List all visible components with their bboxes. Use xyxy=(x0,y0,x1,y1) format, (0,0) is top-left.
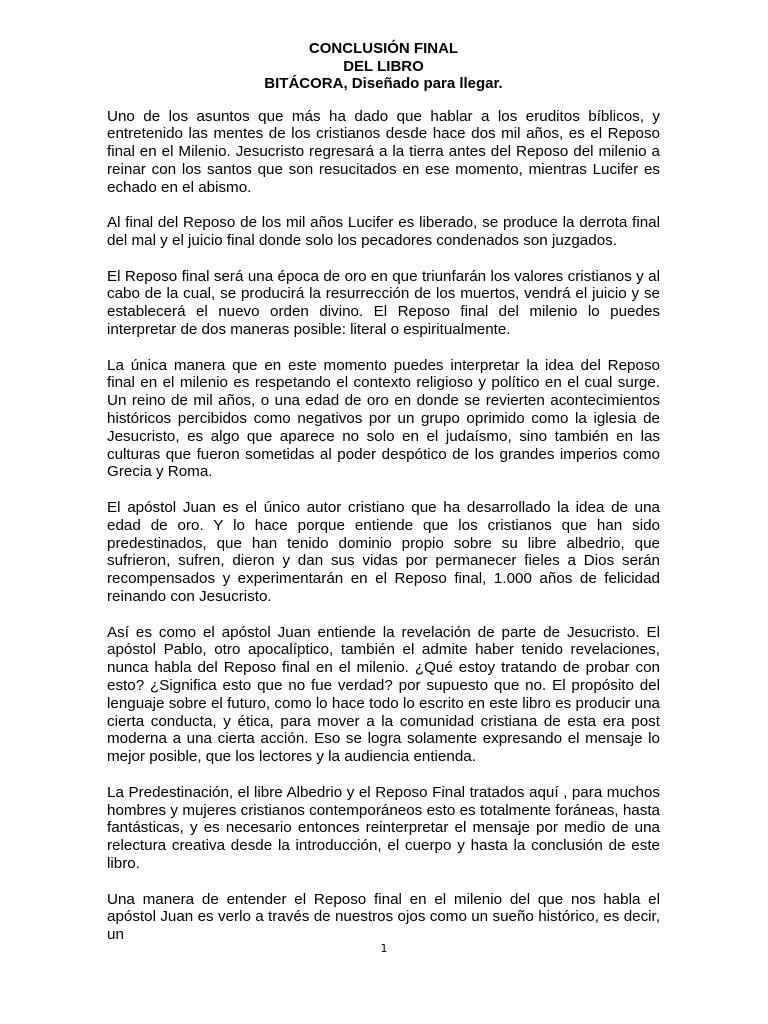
title-line-1: CONCLUSIÓN FINAL xyxy=(308,40,459,57)
title-line-3: BITÁCORA, Diseñado para llegar. xyxy=(264,75,503,92)
paragraph-3: El Reposo final será una época de oro en que triunfarán los valores cristianos y al cabo de la cual, se producirá la resurrección de los muertos, vendrá el juicio y se establecerá el nuevo orden divino. El Reposo final del milenio lo puedes interpretar de dos maneras posible: literal o espiritualmente. xyxy=(107,267,660,339)
title-line-2: DEL LIBRO xyxy=(343,57,424,75)
document-page xyxy=(107,40,660,944)
paragraph-1: Uno de los asuntos que más ha dado que hablar a los eruditos bíblicos, y entretenido las mentes de los cristianos desde hace dos mil años, es el Reposo final en el Milenio. Jesucristo regresará a la tierra antes del Reposo del milenio a reinar con los santos que son resucitados en ese momento, mientras Lucifer es echado en el abismo. xyxy=(107,107,660,196)
paragraph-4: La única manera que en este momento puedes interpretar la idea del Reposo final en el milenio es respetando el contexto religioso y político en el cual surge. Un reino de mil años, o una edad de oro en donde se revierten acontecimientos históricos percibidos como negativos por un grupo oprimido como la iglesia de Jesucristo, es algo que aparece no solo en el judaísmo, sino también en las culturas que fueron sometidas al poder despótico de los grandes imperios como Grecia y Roma. xyxy=(107,356,660,481)
paragraph-8: Una manera de entender el Reposo final en el milenio del que nos habla el apóstol Juan es verlo a través de nuestros ojos como un sueño histórico, es decir, un xyxy=(107,890,660,944)
paragraph-2: Al final del Reposo de los mil años Lucifer es liberado, se produce la derrota final del mal y el juicio final donde solo los pecadores condenados son juzgados. xyxy=(107,214,660,250)
page-number: 1 xyxy=(380,942,388,955)
paragraph-6: Así es como el apóstol Juan entiende la revelación de parte de Jesucristo. El apóstol Pablo, otro apocalíptico, también el admite haber tenido revelaciones, nunca habla del Reposo final en el milenio. ¿Qué estoy tratando de probar con esto? ¿Significa esto que no fue verdad? por supuesto que no. El propósito del lenguaje sobre el futuro, como lo hace todo lo escrito en este libro es producir una cierta conducta, y ética, para mover a la comunidad cristiana de esta era post moderna a una cierta acción. Eso se logra solamente expresando el mensaje lo mejor posible, que los lectores y la audiencia entienda. xyxy=(107,623,660,766)
paragraph-5: El apóstol Juan es el único autor cristiano que ha desarrollado la idea de una edad de oro. Y lo hace porque entiende que los cristianos que han sido predestinados, que han tenido dominio propio sobre su libre albedrio, que sufrieron, sufren, dieron y dan sus vidas por permanecer fieles a Dios serán recompensados y experimentarán en el Reposo final, 1.000 años de felicidad reinando con Jesucristo. xyxy=(107,499,660,606)
paragraph-7: La Predestinación, el libre Albedrio y el Reposo Final tratados aquí , para muchos hombres y mujeres cristianos contemporáneos esto es totalmente foráneas, hasta fantásticas, y es necesario entonces reinterpretar el mensaje por medio de una relectura creativa desde la introducción, el cuerpo y hasta la conclusión de este libro. xyxy=(107,783,660,872)
document-title xyxy=(107,40,660,93)
